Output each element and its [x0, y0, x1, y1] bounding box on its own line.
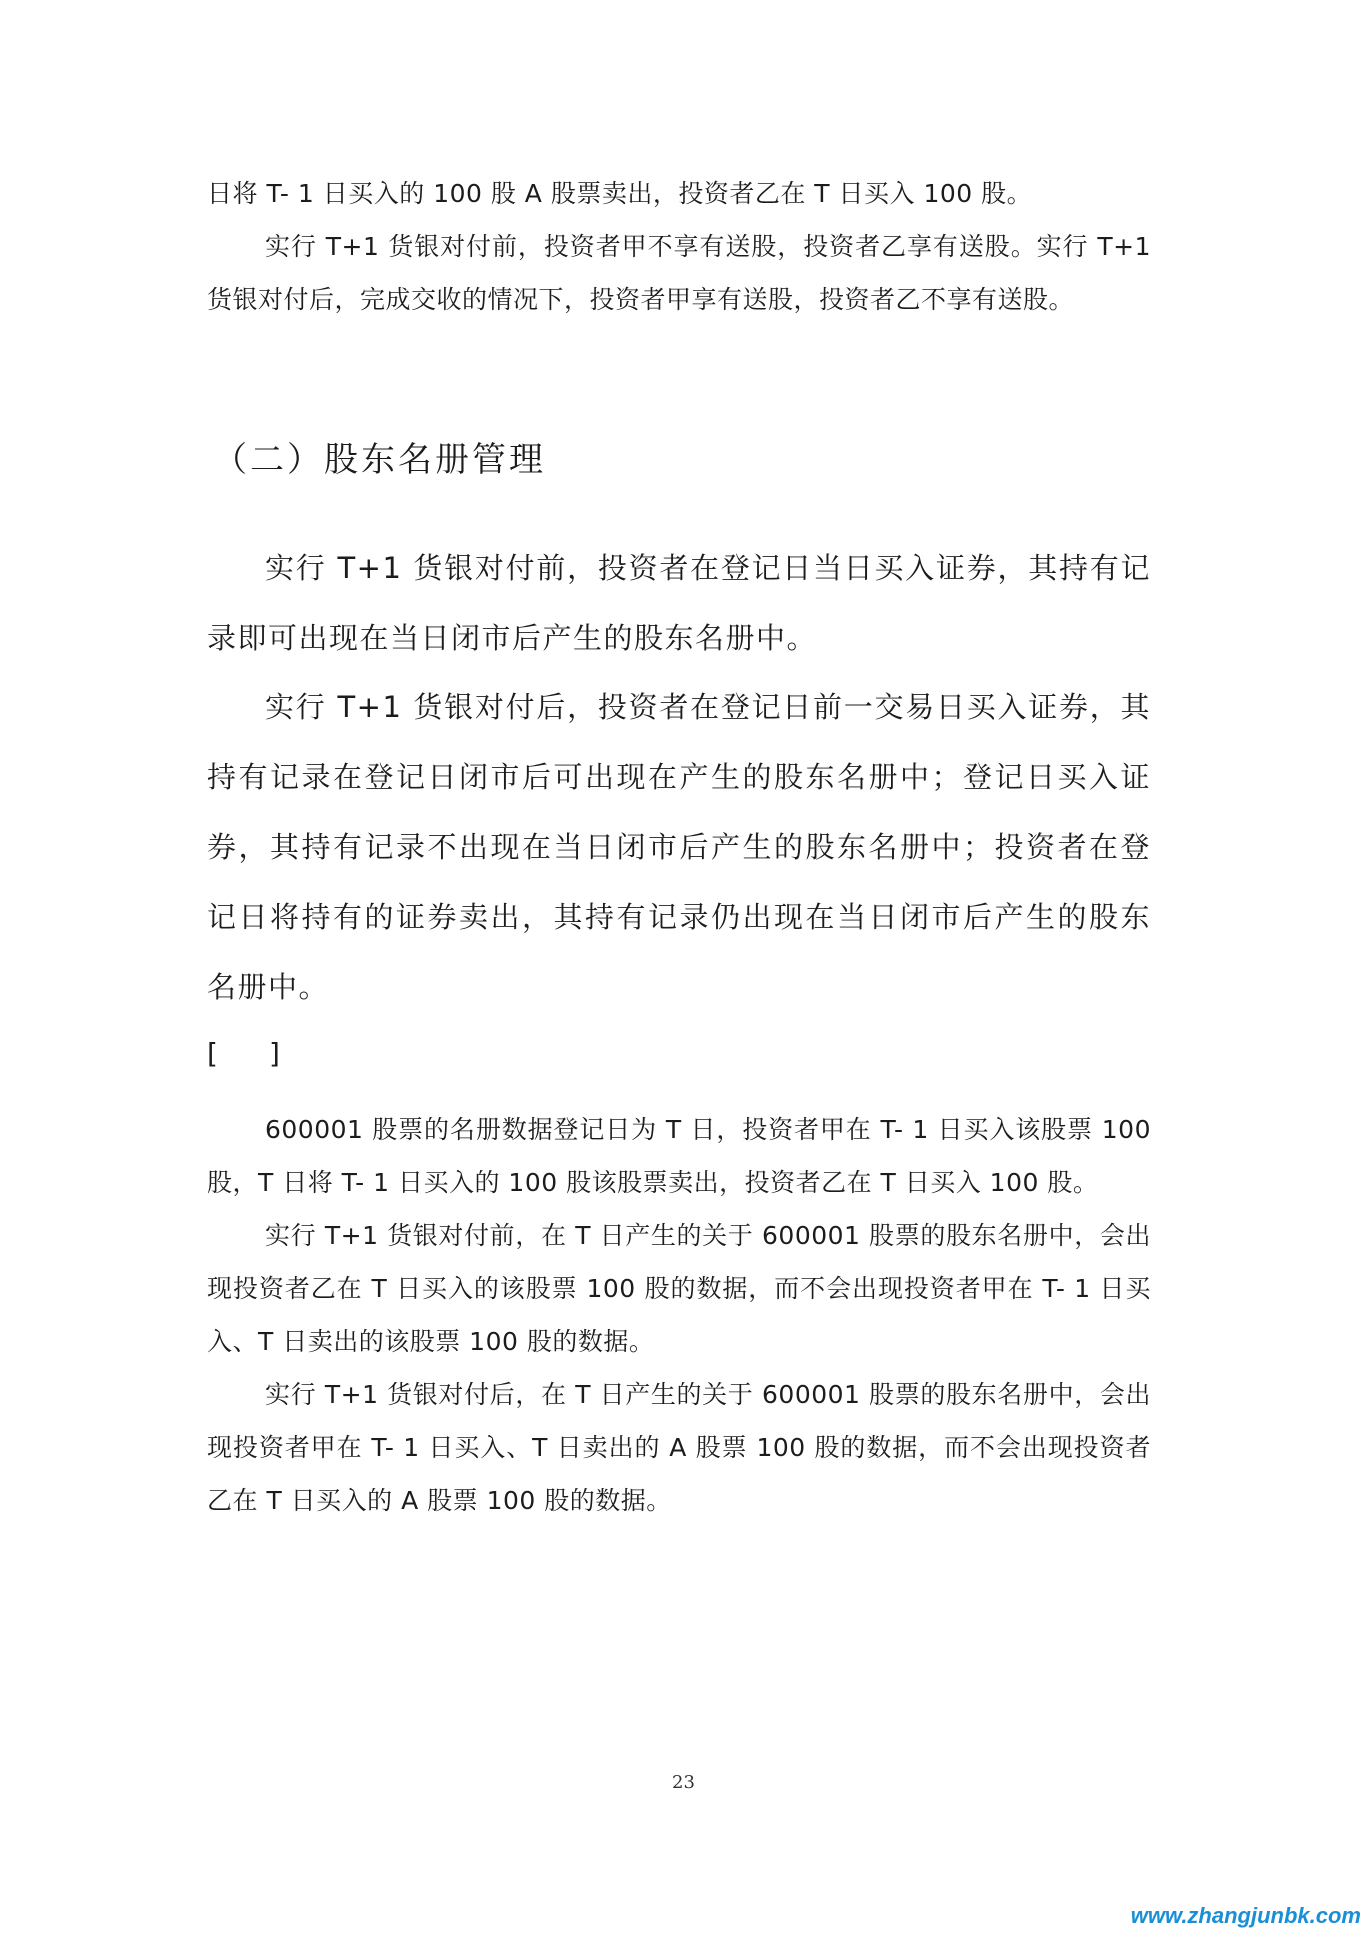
- paragraph-continuation: 日将 T- 1 日买入的 100 股 A 股票卖出，投资者乙在 T 日买入 100 股。: [207, 179, 1033, 208]
- watermark-link[interactable]: www.zhangjunbk.com: [1130, 1903, 1361, 1928]
- paragraph-register-after: 实行 T+1 货银对付后，投资者在登记日前一交易日买入证券，其持有记录在登记日闭市后可出现在产生的股东名册中；登记日买入证券，其持有记录不出现在当日闭市后产生的股东名册中；投资者在登记日将持有的证券卖出，其持有记录仍出现在当日闭市后产生的股东名册中。: [207, 690, 1151, 1004]
- paragraph-bonus-share-rule: 实行 T+1 货银对付前，投资者甲不享有送股，投资者乙享有送股。实行 T+1 货银对付后，完成交收的情况下，投资者甲享有送股，投资者乙不享有送股。: [207, 232, 1151, 314]
- page-number: 23: [672, 1772, 695, 1793]
- paragraph-example-after: 实行 T+1 货银对付后，在 T 日产生的关于 600001 股票的股东名册中，会出现投资者甲在 T- 1 日买入、T 日卖出的 A 股票 100 股的数据，而不会出现投资者乙在 T 日买入的 A 股票 100 股的数据。: [207, 1380, 1151, 1515]
- paragraph-register-before: 实行 T+1 货银对付前，投资者在登记日当日买入证券，其持有记录即可出现在当日闭市后产生的股东名册中。: [207, 551, 1151, 655]
- paragraph-example-before: 实行 T+1 货银对付前，在 T 日产生的关于 600001 股票的股东名册中，会出现投资者乙在 T 日买入的该股票 100 股的数据，而不会出现投资者甲在 T- 1 日买入、T 日卖出的该股票 100 股的数据。: [207, 1221, 1151, 1356]
- paragraph-example-setup: 600001 股票的名册数据登记日为 T 日，投资者甲在 T- 1 日买入该股票 100 股，T 日将 T- 1 日买入的 100 股该股票卖出，投资者乙在 T 日买入 100 股。: [207, 1115, 1151, 1197]
- example-bracket: [207, 1037, 281, 1070]
- bracket-open: [: [207, 1037, 219, 1070]
- bracket-close: ]: [268, 1037, 281, 1070]
- section-heading: （二）股东名册管理: [213, 440, 546, 480]
